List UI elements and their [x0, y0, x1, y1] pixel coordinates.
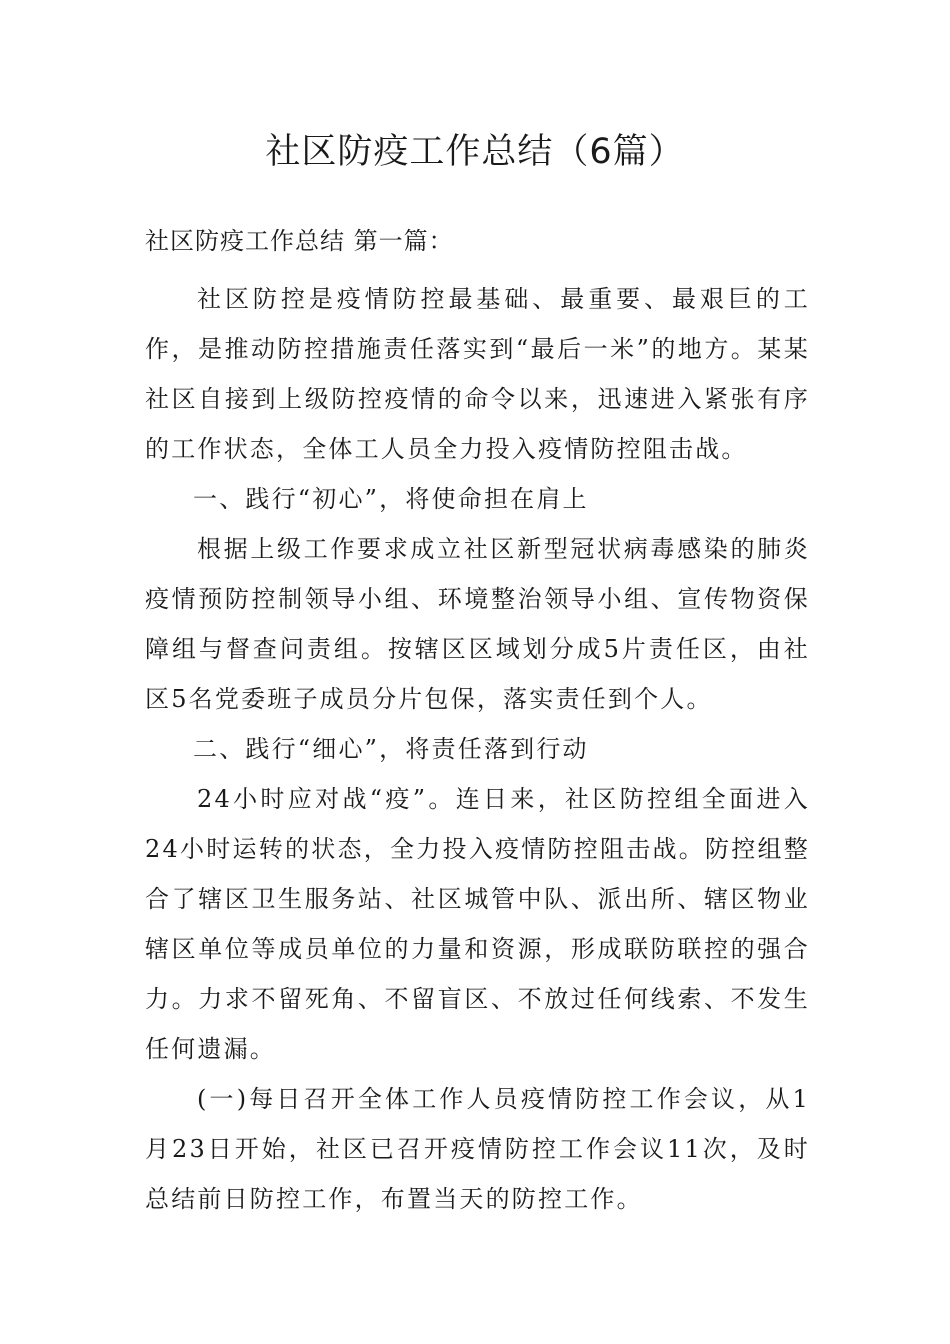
document-body	[145, 224, 810, 1224]
paragraph-5: (一)每日召开全体工作人员疫情防控工作会议，从1月23日开始，社区已召开疫情防控工作会议11次，及时总结前日防控工作，布置当天的防控工作。	[145, 1085, 810, 1213]
section-heading-2: 二、践行“细心”，将责任落到行动	[193, 735, 589, 763]
paragraph-intro: 社区防控是疫情防控最基础、最重要、最艰巨的工作，是推动防控措施责任落实到“最后一米”的地方。某某社区自接到上级防控疫情的命令以来，迅速进入紧张有序的工作状态，全体工人员全力投入疫情防控阻击战。	[145, 285, 810, 463]
document-title: 社区防疫工作总结（6篇）	[265, 132, 685, 172]
section-subtitle: 社区防疫工作总结 第一篇：	[145, 227, 454, 255]
paragraph-2: 根据上级工作要求成立社区新型冠状病毒感染的肺炎疫情预防控制领导小组、环境整治领导小组、宣传物资保障组与督查问责组。按辖区区域划分成5片责任区，由社区5名党委班子成员分片包保，落实责任到个人。	[145, 535, 810, 713]
section-heading-1: 一、践行“初心”，将使命担在肩上	[193, 485, 589, 513]
paragraph-4: 24小时应对战“疫”。连日来，社区防控组全面进入24小时运转的状态，全力投入疫情防控阻击战。防控组整合了辖区卫生服务站、社区城管中队、派出所、辖区物业辖区单位等成员单位的力量和资源，形成联防联控的强合力。力求不留死角、不留盲区、不放过任何线索、不发生任何遗漏。	[145, 785, 810, 1063]
